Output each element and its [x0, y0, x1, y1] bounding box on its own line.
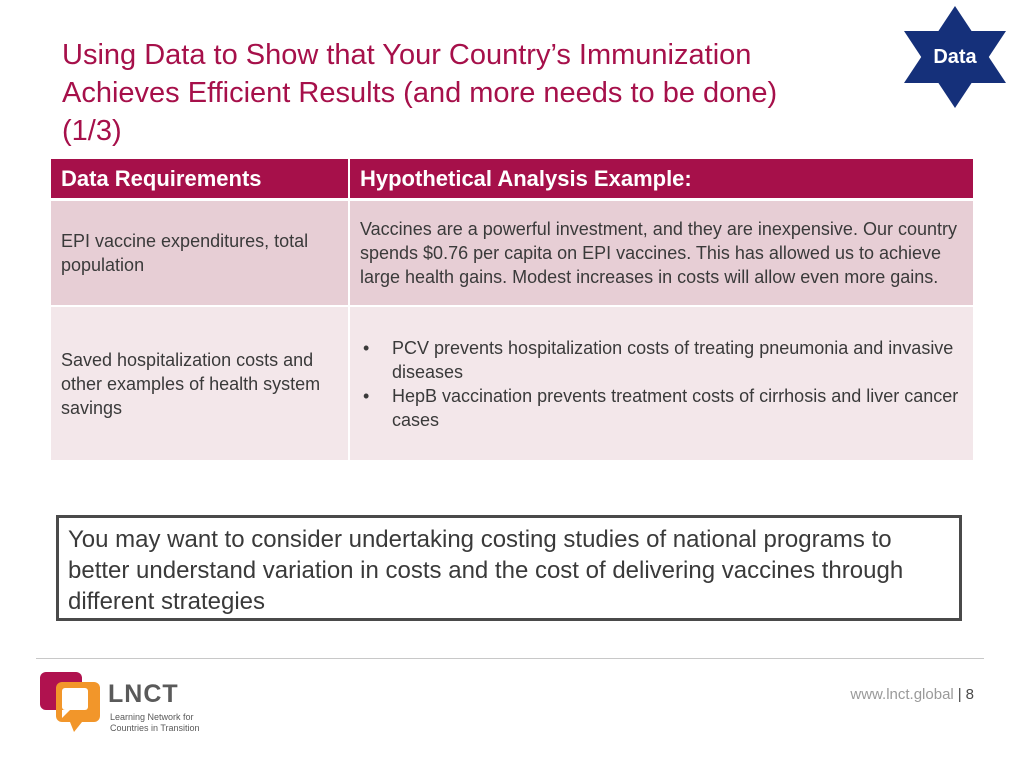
requirement-cell: EPI vaccine expenditures, total population [51, 200, 349, 307]
table-row [51, 200, 973, 307]
footer-url-link[interactable]: www.lnct.global [850, 686, 954, 703]
example-cell [349, 306, 973, 461]
title-line: Achieves Efficient Results (and more needs to be done) [62, 77, 778, 109]
requirement-cell: Saved hospitalization costs and other examples of health system savings [51, 306, 349, 461]
callout-note: You may want to consider undertaking costing studies of national programs to better understand variation in costs and the cost of delivering vaccines through different strategies [56, 515, 962, 621]
table-row [51, 306, 973, 461]
page-number: 8 [965, 686, 974, 703]
slide-title [62, 36, 862, 150]
header-analysis-example: Hypothetical Analysis Example: [349, 159, 973, 200]
header-data-requirements: Data Requirements [51, 159, 349, 200]
logo-sub-line: Countries in Transition [110, 723, 200, 733]
badge-label: Data [933, 46, 977, 68]
logo-sub-line: Learning Network for [110, 712, 194, 722]
bullet-list [360, 336, 963, 432]
footer-divider [36, 658, 984, 659]
title-line: (1/3) [62, 115, 122, 147]
footer-page-info [850, 686, 974, 703]
data-badge [896, 6, 1014, 108]
bullet-item: • PCV prevents hospitalization costs of treating pneumonia and invasive diseases [360, 336, 963, 384]
footer-separator: | [957, 686, 962, 703]
logo-subtitle [110, 712, 230, 734]
title-line: Using Data to Show that Your Country’s Immunization [62, 39, 752, 71]
data-requirements-table [51, 159, 973, 462]
logo-name: LNCT [108, 680, 179, 708]
lnct-logo [40, 672, 240, 736]
bullet-item: • HepB vaccination prevents treatment costs of cirrhosis and liver cancer cases [360, 384, 963, 432]
table-header-row [51, 159, 973, 200]
speech-bubbles-icon [40, 672, 102, 734]
example-cell: Vaccines are a powerful investment, and they are inexpensive. Our country spends $0.76 per capita on EPI vaccines. This has allowed us to achieve large health gains. Modest increases in costs will allow even more gains. [349, 200, 973, 307]
